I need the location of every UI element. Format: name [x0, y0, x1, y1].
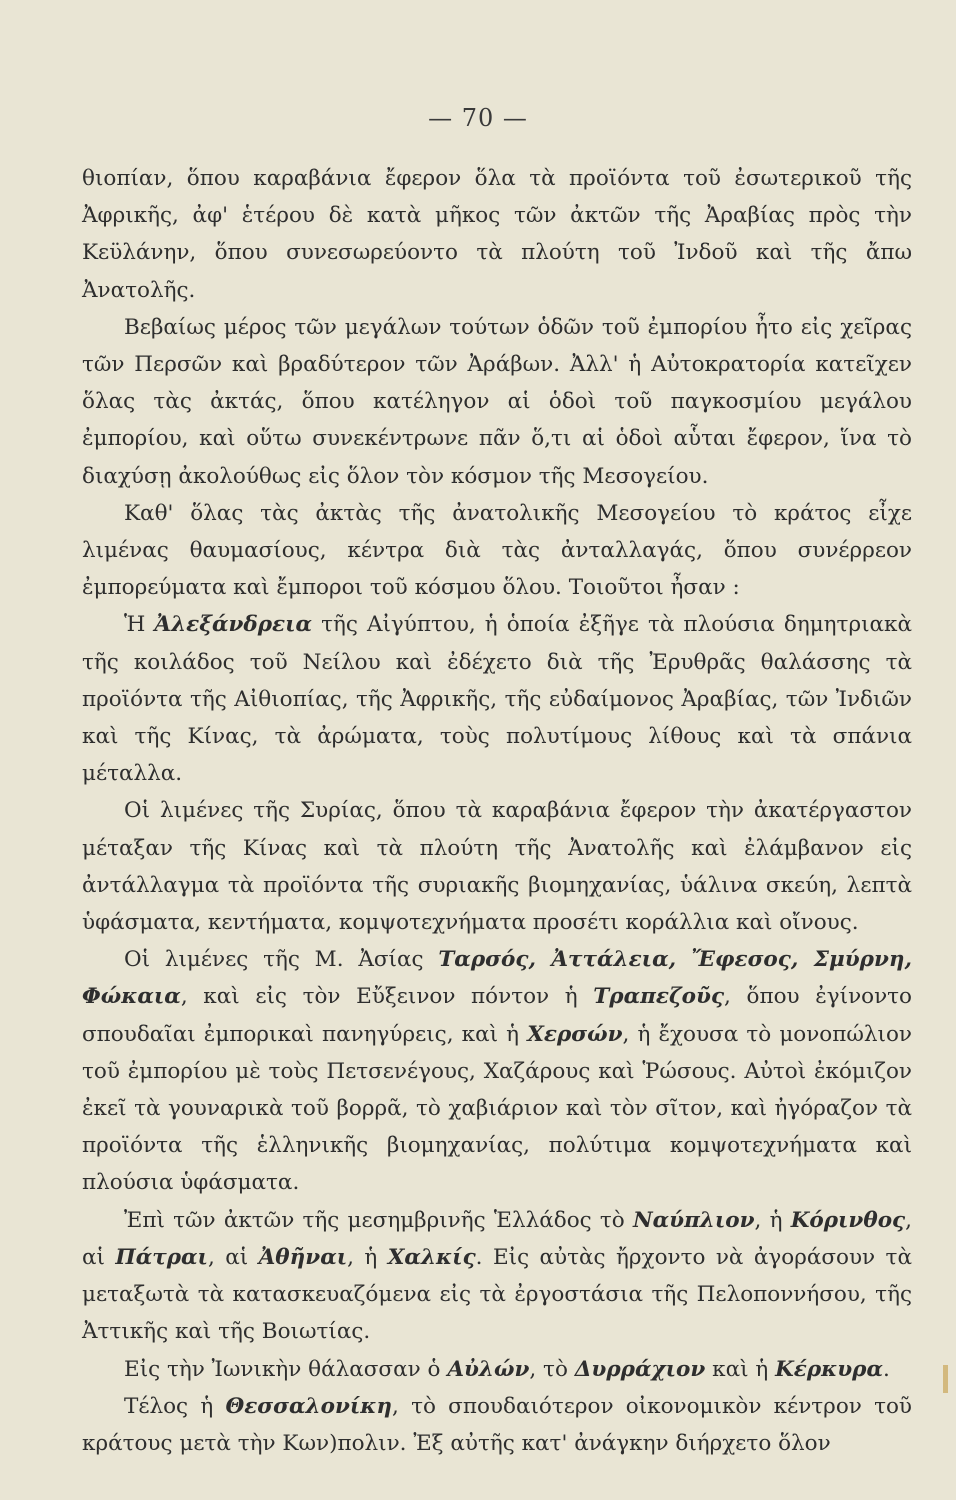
paragraph-text: , αἱ: [207, 1244, 249, 1270]
paragraph-text: τῆς Αἰγύπτου, ἡ ὁποία ἐξῆγε τὰ πλούσια δημητριακὰ τῆς κοιλάδος τοῦ Νείλου καὶ ἐδέχετο διὰ τῆς Ἐρυθρᾶς θαλάσσης τὰ προϊόντα τῆς Αἰθιοπίας, τῆς Ἀφρικῆς, τῆς εὐδαίμονος Ἀραβίας, τῶν Ἰνδιῶν καὶ τῆς Κίνας, τὰ ἀρώματα, τοὺς πολυτίμους λίθους καὶ τὰ σπάνια μέταλλα.: [82, 612, 912, 787]
paragraph-1: θιοπίαν, ὅπου καραβάνια ἔφερον ὅλα τὰ προϊόντα τοῦ ἐσωτερικοῦ τῆς Ἀφρικῆς, ἀφ' ἑτέρου δὲ κατὰ μῆκος τῶν ἀκτῶν τῆς Ἀραβίας πρὸς τὴν Κεϋλάνην, ὅπου συνεσωρεύοντο τὰ πλούτη τοῦ Ἰνδοῦ καὶ τῆς ἄπω Ἀνατολῆς.: [82, 166, 912, 303]
place-patrai: Πάτραι: [115, 1244, 208, 1270]
paragraph-text: , ἡ: [347, 1244, 378, 1270]
paragraph-text: Οἱ λιμένες τῆς Μ. Ἀσίας: [124, 947, 424, 973]
place-korinthos: Κόρινθος: [790, 1207, 906, 1233]
paragraph-thessaloniki: [82, 1388, 912, 1462]
place-alexandria: Ἀλεξάνδρεια: [154, 612, 313, 638]
paragraph-text: καὶ ἡ: [712, 1356, 769, 1382]
paragraph-text: Ἐπὶ τῶν ἀκτῶν τῆς μεσημβρινῆς Ἑλλάδος τὸ: [124, 1207, 625, 1233]
paragraph-text: Εἰς τὴν Ἰωνικὴν θάλασσαν ὁ: [124, 1356, 441, 1382]
paragraph-syria: Οἱ λιμένες τῆς Συρίας, ὅπου τὰ καραβάνια ἔφερον τὴν ἀκατέργαστον μέταξαν τῆς Κίνας καὶ τὰ πλούτη τῆς Ἀνατολῆς καὶ ἐλάμβανον εἰς ἀντάλλαγμα τὰ προϊόντα τῆς συριακῆς βιομηχανίας, ὑάλινα σκεύη, λεπτὰ ὑφάσματα, κεντήματα, κομψοτεχνήματα προσέτι κοράλλια καὶ οἴνους.: [82, 798, 912, 936]
paragraph-text: , τὸ: [529, 1356, 568, 1382]
paragraph-asia-minor: [82, 941, 912, 1201]
paragraph-alexandria: [82, 606, 912, 792]
place-trapezous: Τραπεζοῦς: [593, 984, 725, 1010]
paragraph-text: , ὅπου ἐγίνοντο σπουδαῖαι ἐμπορικαὶ πανηγύρεις, καὶ ἡ: [82, 984, 912, 1047]
paragraph-text: , ἡ: [754, 1207, 783, 1233]
place-kerkyra: Κέρκυρα: [775, 1356, 884, 1382]
place-chalkis: Χαλκίς: [387, 1244, 476, 1270]
place-avlon: Αὐλών: [447, 1356, 530, 1382]
paragraph-3: Καθ' ὅλας τὰς ἀκτὰς τῆς ἀνατολικῆς Μεσογείου τὸ κράτος εἶχε λιμένας θαυμασίους, κέντρα διὰ τὰς ἀνταλλαγάς, ὅπου συνέρρεον ἐμπορεύματα καὶ ἔμποροι τοῦ κόσμου ὅλου. Τοιοῦτοι ἦσαν :: [82, 500, 912, 601]
paragraph-2: Βεβαίως μέρος τῶν μεγάλων τούτων ὁδῶν τοῦ ἐμπορίου ἦτο εἰς χεῖρας τῶν Περσῶν καὶ βραδύτερον τῶν Ἀράβων. Ἀλλ' ἡ Αὐτοκρατορία κατεῖχεν ὅλας τὰς ἀκτάς, ὅπου κατέληγον αἱ ὁδοὶ τοῦ παγκοσμίου μεγάλου ἐμπορίου, καὶ οὕτω συνεκέντρωνε πᾶν ὅ,τι αἱ ὁδοὶ αὗται ἔφερον, ἵνα τὸ διαχύσῃ ἀκολούθως εἰς ὅλον τὸν κόσμον τῆς Μεσογείου.: [82, 314, 912, 489]
paragraph-text: .: [883, 1356, 890, 1382]
place-dyrrachion: Δυρράχιον: [574, 1356, 706, 1382]
place-athenai: Ἀθῆναι: [258, 1244, 348, 1270]
article: Ἡ: [124, 612, 146, 638]
page-number: — 70 —: [428, 104, 528, 132]
place-cherson: Χερσών: [527, 1021, 623, 1047]
places-asia-minor: Ταρσός, Ἀττάλεια, Ἔφεσος, Σμύρνη, Φώκαια: [82, 947, 912, 1010]
paragraph-text: , καὶ εἰς τὸν Εὔξεινον πόντον ἡ: [180, 984, 578, 1010]
paragraph-greece: [82, 1202, 912, 1351]
paragraph-text: , ἡ ἔχουσα τὸ μονοπώλιον τοῦ ἐμπορίου μὲ τοὺς Πετσενέγους, Χαζάρους καὶ Ῥώσους. Αὐτοὶ ἐκόμιζον ἐκεῖ τὰ γουναρικὰ τοῦ βορρᾶ, τὸ χαβιάριον καὶ τὸν σῖτον, καὶ ἠγόραζον τὰ προϊόντα τῆς ἑλληνικῆς βιομηχανίας, πολύτιμα κομψοτεχνήματα καὶ πλούσια ὑφάσματα.: [82, 1021, 912, 1196]
paragraph-text: , αἱ: [82, 1207, 912, 1270]
paragraph-text: , τὸ σπουδαιότερον οἰκονομικὸν κέντρον τοῦ κράτους μετὰ τὴν Κων)πολιν. Ἐξ αὐτῆς κατ' ἀνάγκην διήρχετο ὅλον: [82, 1393, 912, 1456]
place-thessaloniki: Θεσσαλονίκη: [225, 1393, 393, 1419]
body-text: [82, 160, 912, 1462]
paragraph-text: . Εἰς αὐτὰς ἤρχοντο νὰ ἀγοράσουν τὰ μεταξωτὰ τὰ κατασκευαζόμενα εἰς τὰ ἐργοστάσια τῆς Πελοποννήσου, τῆς Ἀττικῆς καὶ τῆς Βοιωτίας.: [82, 1244, 912, 1345]
paragraph-ionian: [82, 1351, 912, 1388]
paragraph-text: Τέλος ἡ: [124, 1393, 214, 1419]
page-edge-mark: [943, 1365, 948, 1393]
place-nafplion: Ναύπλιον: [632, 1207, 755, 1233]
